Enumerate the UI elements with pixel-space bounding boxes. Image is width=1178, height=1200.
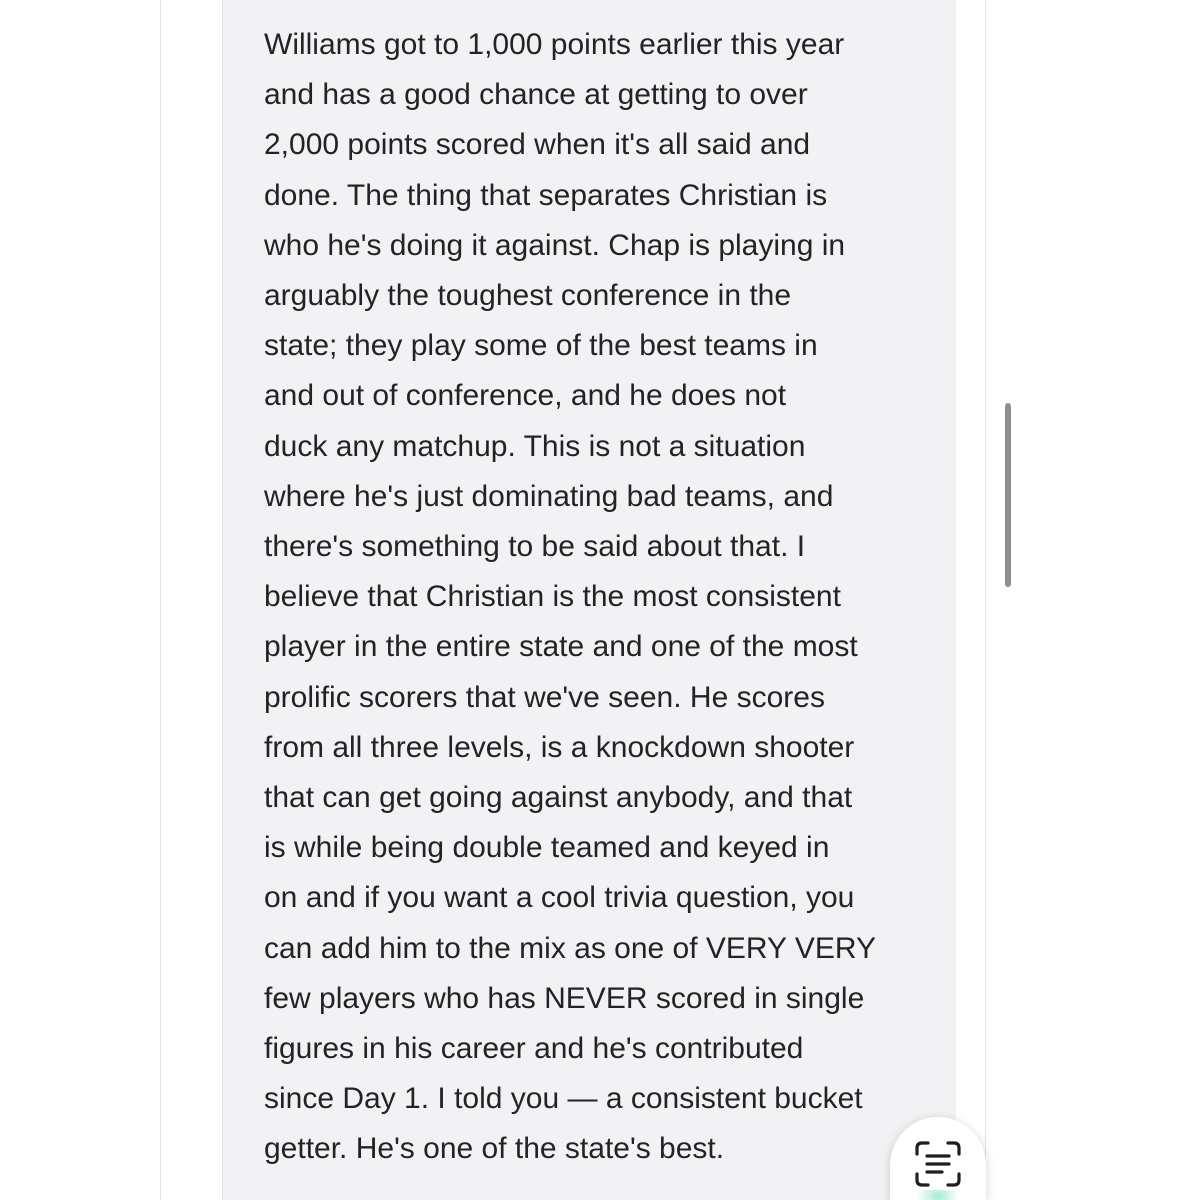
article-line: getter. He's one of the state's best. xyxy=(264,1132,725,1166)
article-line: there's something to be said about that. I xyxy=(264,530,806,564)
scrollbar-thumb[interactable] xyxy=(1005,403,1011,587)
article-line: 2,000 points scored when it's all said and xyxy=(264,128,811,162)
article-line: arguably the toughest conference in the xyxy=(264,279,792,313)
article-line: believe that Christian is the most consistent xyxy=(264,580,841,614)
article-line: can add him to the mix as one of VERY VERY xyxy=(264,931,877,965)
article-line: prolific scorers that we've seen. He scores xyxy=(264,680,825,714)
article-line: and has a good chance at getting to over xyxy=(264,78,808,112)
article-text xyxy=(264,20,924,1175)
article-line: is while being double teamed and keyed in xyxy=(264,831,830,865)
article-line: figures in his career and he's contributed xyxy=(264,1032,804,1066)
article-line: since Day 1. I told you — a consistent bucket xyxy=(264,1082,863,1116)
article-line: done. The thing that separates Christian is xyxy=(264,178,828,212)
article-line: that can get going against anybody, and that xyxy=(264,781,853,815)
article-line: and out of conference, and he does not xyxy=(264,379,787,413)
live-text-scan-icon xyxy=(913,1139,963,1189)
article-line: duck any matchup. This is not a situation xyxy=(264,429,806,463)
article-line: state; they play some of the best teams in xyxy=(264,329,818,363)
article-line: on and if you want a cool trivia question, you xyxy=(264,881,855,915)
button-glow xyxy=(918,1190,958,1200)
scrollbar[interactable] xyxy=(1003,0,1017,1200)
article-line: from all three levels, is a knockdown shooter xyxy=(264,730,855,764)
article-line: few players who has NEVER scored in single xyxy=(264,981,865,1015)
article-line: who he's doing it against. Chap is playing in xyxy=(264,228,846,262)
article-line: Williams got to 1,000 points earlier this year xyxy=(264,28,845,61)
article-line: where he's just dominating bad teams, and xyxy=(264,479,834,513)
article-line: player in the entire state and one of the most xyxy=(264,630,858,664)
